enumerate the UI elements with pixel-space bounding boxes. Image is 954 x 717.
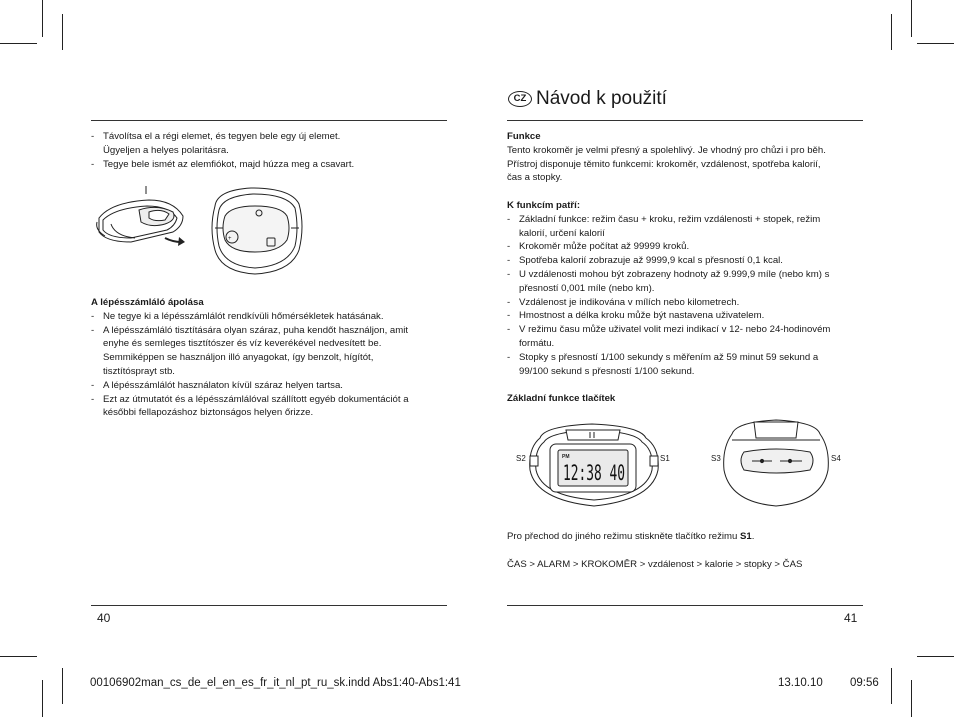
battery-compartment-icon bbox=[97, 186, 183, 242]
text-line: Hmostnost a délka kroku může být nastavena uživatelem. bbox=[519, 310, 765, 322]
left-bullets-top bbox=[91, 130, 447, 171]
text-line: přesností 0,001 míle (nebo km). bbox=[519, 282, 655, 294]
text-line: Semmiképpen se használjon illó anyagokat, így benzolt, hígítót, bbox=[103, 352, 374, 364]
left-care-section bbox=[91, 296, 447, 420]
text-line: Távolítsa el a régi elemet, és tegyen bele egy új elemet. bbox=[103, 131, 341, 142]
crop-mark bbox=[891, 668, 892, 704]
right-bottom-rule bbox=[507, 605, 863, 606]
crop-mark bbox=[911, 680, 912, 717]
right-text-section bbox=[507, 130, 867, 406]
page-number-left: 40 bbox=[97, 611, 111, 625]
battery-illustration bbox=[91, 180, 311, 280]
lcd-display: 12:38 40 bbox=[563, 461, 625, 485]
list-item: - Stopky s přesností 1/100 sekundy s měřením až 59 minut 59 sekund a 99/100 sekund s přesností 1/100 sekund. bbox=[507, 351, 867, 379]
list-item: - Krokoměr může počítat až 99999 kroků. bbox=[507, 240, 867, 254]
crop-mark bbox=[917, 43, 954, 44]
crop-mark bbox=[42, 680, 43, 717]
mode-end: . bbox=[751, 531, 755, 542]
funkce-heading: Funkce bbox=[507, 131, 541, 142]
text-line: 99/100 sekund s přesností 1/100 sekund. bbox=[519, 365, 695, 377]
list-item: - Távolítsa el a régi elemet, és tegyen bele egy új elemet. Ügyeljen a helyes polaritásra. bbox=[91, 130, 447, 158]
list-item: - Vzdálenost je indikována v mílích nebo kilometrech. bbox=[507, 296, 867, 310]
page-title: Návod k použití bbox=[536, 88, 667, 109]
button-label-s2: S2 bbox=[516, 454, 526, 463]
left-top-rule bbox=[91, 120, 447, 121]
left-bottom-rule bbox=[91, 605, 447, 606]
mode-button-ref: S1 bbox=[740, 531, 752, 542]
pedometer-front-illustration bbox=[510, 418, 680, 513]
crop-mark bbox=[62, 14, 63, 50]
button-label-s1: S1 bbox=[660, 454, 670, 463]
svg-text:+: + bbox=[228, 236, 232, 242]
buttons-heading: Základní funkce tlačítek bbox=[507, 393, 616, 405]
text-line: formátu. bbox=[519, 337, 555, 349]
text-line: A lépésszámláló tisztítására olyan száraz, puha kendőt használjon, amit bbox=[103, 324, 409, 336]
care-heading: A lépésszámláló ápolása bbox=[91, 297, 204, 308]
text-line: U vzdálenosti mohou být zobrazeny hodnoty až 9.999,9 míle (nebo km) s bbox=[519, 268, 830, 280]
mode-text: Pro přechod do jiného režimu stiskněte tlačítko režimu bbox=[507, 531, 741, 542]
list-item: - Spotřeba kalorií zobrazuje až 9999,9 kcal s přesností 0,1 kcal. bbox=[507, 254, 867, 268]
mode-sequence: ČAS > ALARM > KROKOMĚR > vzdálenost > kalorie > stopky > ČAS bbox=[507, 558, 803, 570]
text-line: čas a stopky. bbox=[507, 172, 563, 184]
mode-text-line bbox=[507, 530, 867, 544]
list-item: - A lépésszámláló tisztítására olyan száraz, puha kendőt használjon, amit enyhe és semleges tisztítószer és víz keverékével nedvesített be. Semmiképpen se használjon illó anyagokat, így benzolt, hígítót, tisztítósprayt stb. bbox=[91, 324, 447, 379]
text-line: kalorií, určení kalorií bbox=[519, 227, 605, 239]
button-label-s4: S4 bbox=[831, 454, 841, 463]
footer-date: 13.10.10 bbox=[778, 677, 823, 689]
text-line: Přístroj disponuje těmito funkcemi: krokoměr, vzdálenost, spotřeba kalorií, bbox=[507, 158, 821, 170]
text-line: Ezt az útmutatót és a lépésszámlálóval szállított egyéb dokumentációt a bbox=[103, 393, 409, 405]
text-line: A lépésszámlálót használaton kívül száraz helyen tartsa. bbox=[103, 379, 343, 391]
text-line: Tento krokoměr je velmi přesný a spolehlivý. Je vhodný pro chůzi i pro běh. bbox=[507, 144, 826, 156]
text-line: Krokoměr může počítat až 99999 kroků. bbox=[519, 241, 690, 253]
text-line: Ügyeljen a helyes polaritásra. bbox=[103, 144, 229, 156]
pedometer-back-icon bbox=[212, 188, 302, 274]
language-badge: CZ bbox=[508, 91, 532, 107]
text-line: enyhe és semleges tisztítószer és víz keverékével nedvesített be. bbox=[103, 338, 382, 350]
text-line: Spotřeba kalorií zobrazuje až 9999,9 kcal s přesností 0,1 kcal. bbox=[519, 255, 783, 267]
mode-instructions bbox=[507, 530, 867, 571]
pedometer-top-illustration bbox=[718, 418, 834, 513]
list-item: - V režimu času může uživatel volit mezi indikací v 12- nebo 24-hodinovém formátu. bbox=[507, 323, 867, 351]
pm-indicator: PM bbox=[562, 454, 570, 460]
button-label-s3: S3 bbox=[711, 454, 721, 463]
text-line: Vzdálenost je indikována v mílích nebo kilometrech. bbox=[519, 296, 740, 308]
list-item: - A lépésszámlálót használaton kívül száraz helyen tartsa. bbox=[91, 379, 447, 393]
list-item: - Základní funkce: režim času + kroku, režim vzdálenosti + stopek, režim kalorií, určení kalorií bbox=[507, 213, 867, 241]
page-number-right: 41 bbox=[844, 611, 858, 625]
right-top-rule bbox=[507, 120, 863, 121]
crop-mark bbox=[0, 656, 37, 657]
text-line: Tegye bele ismét az elemfiókot, majd húzza meg a csavart. bbox=[103, 158, 355, 170]
list-item: - U vzdálenosti mohou být zobrazeny hodnoty až 9.999,9 míle (nebo km) s přesností 0,001 míle (nebo km). bbox=[507, 268, 867, 296]
crop-mark bbox=[911, 0, 912, 37]
list-item: - Tegye bele ismét az elemfiókot, majd húzza meg a csavart. bbox=[91, 158, 447, 172]
crop-mark bbox=[42, 0, 43, 37]
list-item: - Ezt az útmutatót és a lépésszámlálóval szállított egyéb dokumentációt a későbbi fellapozáshoz biztonságos helyen őrizze. bbox=[91, 393, 447, 421]
list-item: - Hmostnost a délka kroku může být nastavena uživatelem. bbox=[507, 309, 867, 323]
text-line: V režimu času může uživatel volit mezi indikací v 12- nebo 24-hodinovém bbox=[519, 324, 831, 336]
crop-mark bbox=[62, 668, 63, 704]
text-line: Ne tegye ki a lépésszámlálót rendkívüli hőmérsékletek hatásának. bbox=[103, 310, 384, 322]
crop-mark bbox=[917, 656, 954, 657]
footer-time: 09:56 bbox=[850, 677, 879, 689]
crop-mark bbox=[0, 43, 37, 44]
list-item: - Ne tegye ki a lépésszámlálót rendkívüli hőmérsékletek hatásának. bbox=[91, 310, 447, 324]
text-line: Základní funkce: režim času + kroku, režim vzdálenosti + stopek, režim bbox=[519, 213, 821, 225]
text-line: későbbi fellapozáshoz biztonságos helyen őrizze. bbox=[103, 407, 314, 419]
text-line: tisztítósprayt stb. bbox=[103, 365, 175, 377]
footer-filename: 00106902man_cs_de_el_en_es_fr_it_nl_pt_ru_sk.indd Abs1:40-Abs1:41 bbox=[90, 677, 461, 689]
features-heading: K funkcím patří: bbox=[507, 199, 581, 211]
text-line: Stopky s přesností 1/100 sekundy s měřením až 59 minut 59 sekund a bbox=[519, 351, 819, 363]
crop-mark bbox=[891, 14, 892, 50]
